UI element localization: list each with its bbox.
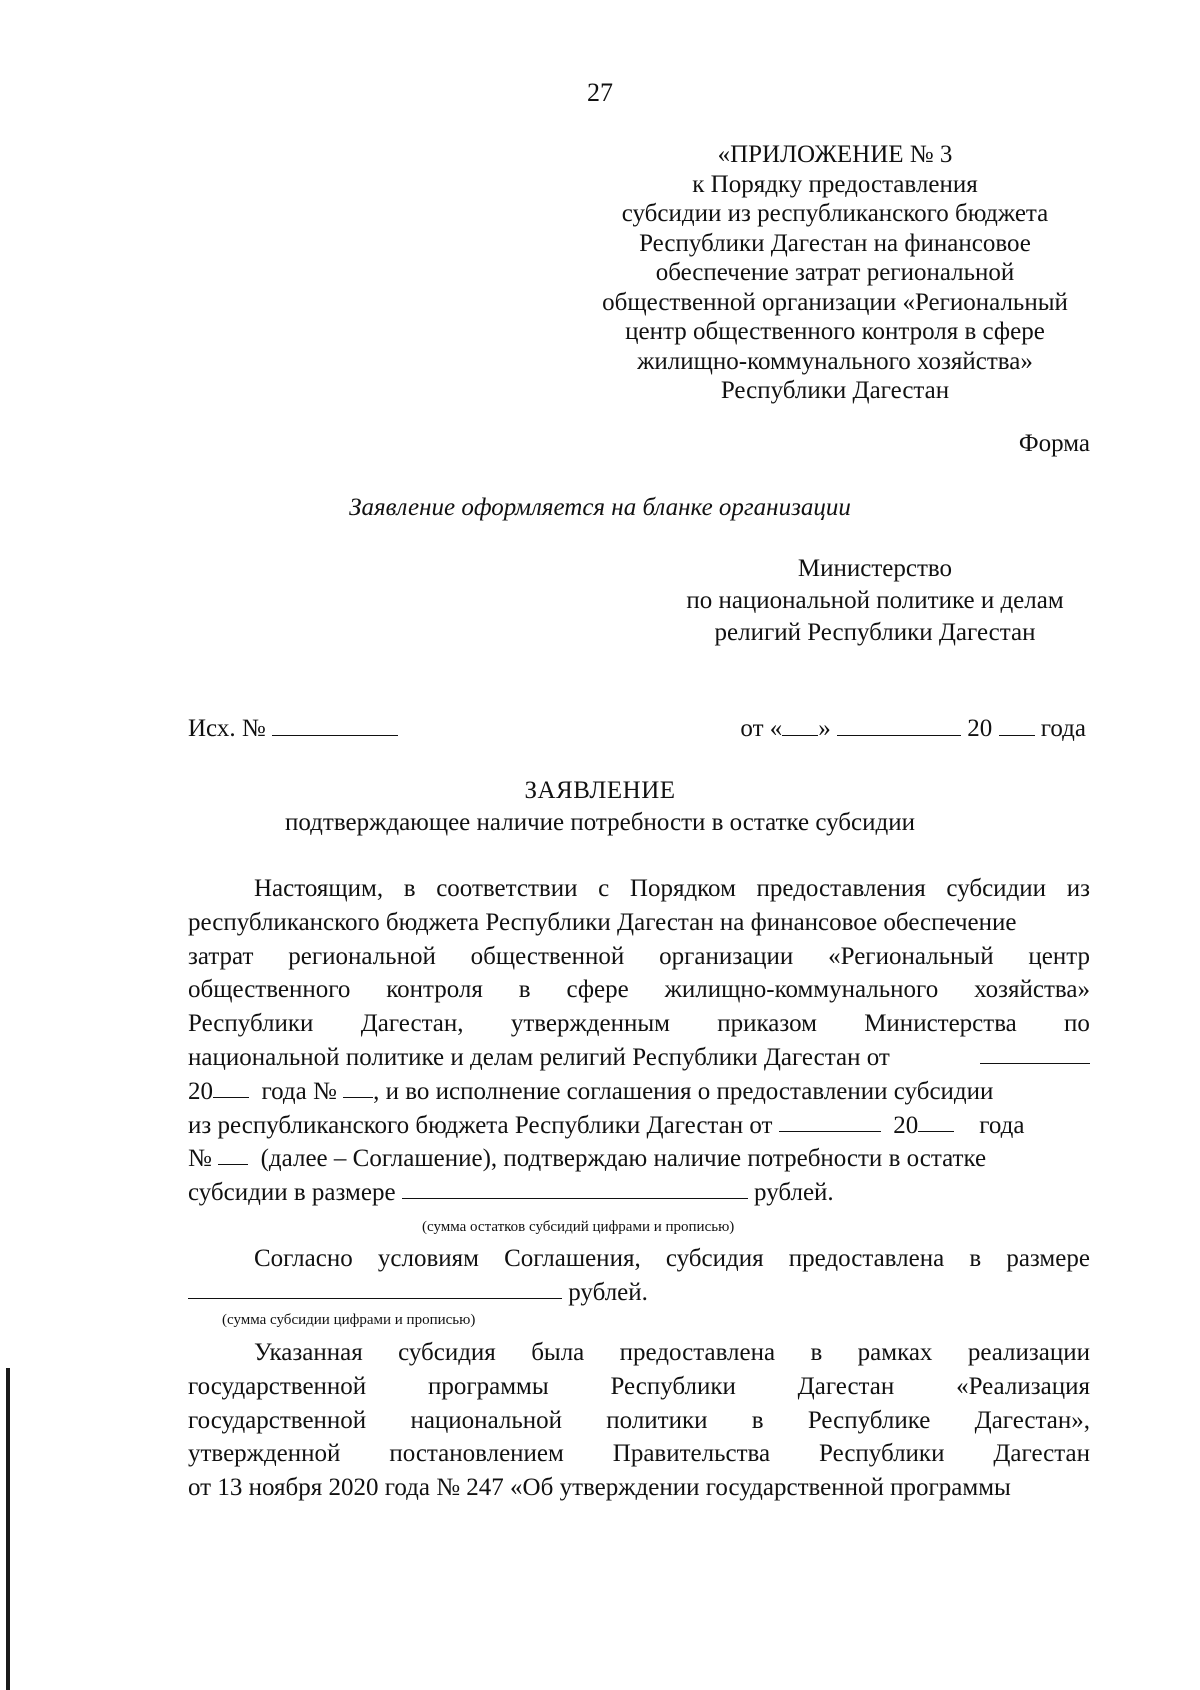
page-number: 27 — [587, 78, 613, 107]
paragraph-line: Республики Дагестан, утвержденным приказом Министерства по — [188, 1010, 1090, 1038]
appendix-line: центр общественного контроля в сфере — [625, 318, 1045, 345]
outgoing-number-blank — [272, 713, 398, 736]
order-date-blank — [980, 1041, 1090, 1064]
paragraph-line: Настоящим, в соответствии с Порядком предоставления субсидии из — [254, 875, 1090, 902]
remaining-subsidy-caption: (сумма остатков субсидий цифрами и прописью) — [422, 1219, 735, 1235]
addressee-line: по национальной политике и делам — [686, 587, 1064, 614]
appendix-line: обеспечение затрат региональной — [655, 259, 1015, 286]
outgoing-number-label: Исх. № — [188, 715, 266, 742]
appendix-line: субсидии из республиканского бюджета — [621, 200, 1049, 227]
paragraph-line: национальной политике и делам религий Республики Дагестан от — [188, 1041, 1090, 1075]
agreement-date-blank — [779, 1109, 881, 1132]
paragraph-2 — [188, 1242, 1090, 1310]
appendix-header — [600, 140, 1070, 406]
date-year-prefix: 20 — [967, 715, 993, 742]
date-from-label: от « — [740, 715, 783, 742]
paragraph-line: государственной национальной политики в Республике Дагестан», — [188, 1406, 1090, 1434]
remaining-subsidy-blank — [402, 1176, 748, 1199]
appendix-line: Республики Дагестан на финансовое — [639, 229, 1031, 257]
paragraph-line: из республиканского бюджета Республики Дагестан от 20 года — [188, 1109, 1090, 1143]
subsidy-amount-blank — [188, 1276, 562, 1299]
subsidy-amount-caption: (сумма субсидии цифрами и прописью) — [222, 1312, 476, 1328]
paragraph-line: Указанная субсидия была предоставлена в рамках реализации — [254, 1339, 1090, 1366]
paragraph-line: утвержденной постановлением Правительства Республики Дагестан — [188, 1440, 1090, 1468]
paragraph-line: республиканского бюджета Республики Дагестан на финансовое обеспечение — [188, 908, 1017, 936]
date-month-blank — [837, 713, 961, 736]
date-quote-close: » — [818, 715, 831, 742]
appendix-line: общественной организации «Региональный — [602, 288, 1068, 316]
document-subtitle: подтверждающее наличие потребности в остатке субсидии — [285, 809, 915, 836]
date-year-suffix: года — [1040, 715, 1086, 742]
paragraph-1 — [188, 872, 1090, 1210]
paragraph-line: от 13 ноября 2020 года № 247 «Об утверждении государственной программы — [188, 1474, 1011, 1502]
appendix-line: жилищно-коммунального хозяйства» — [637, 347, 1033, 375]
addressee-block — [650, 553, 1100, 649]
form-label: Форма — [1018, 430, 1090, 457]
agreement-year-blank — [918, 1109, 954, 1132]
paragraph-line: Согласно условиям Соглашения, субсидия предоставлена в размере — [254, 1245, 1090, 1272]
document-title: ЗАЯВЛЕНИЕ — [524, 777, 676, 804]
order-year-blank — [213, 1075, 249, 1098]
paragraph-line: затрат региональной общественной организации «Региональный центр — [188, 942, 1090, 970]
date-day-blank — [782, 713, 818, 736]
appendix-line: Республики Дагестан — [720, 377, 950, 404]
scan-edge-mark — [6, 1368, 10, 1690]
outgoing-number — [188, 713, 398, 744]
paragraph-line: 20 года № , и во исполнение соглашения о предоставлении субсидии — [188, 1075, 1090, 1109]
paragraph-line: субсидии в размере рублей. — [188, 1176, 1090, 1210]
paragraph-line: № (далее – Соглашение), подтверждаю наличие потребности в остатке — [188, 1142, 1090, 1176]
paragraph-line: общественного контроля в сфере жилищно-коммунального хозяйства» — [188, 976, 1090, 1004]
paragraph-3 — [188, 1336, 1090, 1505]
order-number-blank — [343, 1075, 373, 1098]
appendix-line: к Порядку предоставления — [692, 170, 978, 198]
letterhead-note: Заявление оформляется на бланке организации — [349, 494, 851, 521]
addressee-line: Министерство — [797, 555, 953, 582]
paragraph-line: государственной программы Республики Дагестан «Реализация — [188, 1372, 1090, 1400]
date-year-blank — [999, 713, 1035, 736]
appendix-line: «ПРИЛОЖЕНИЕ № 3 — [717, 141, 953, 168]
agreement-number-blank — [218, 1142, 248, 1165]
addressee-line: религий Республики Дагестан — [714, 619, 1036, 646]
date-line — [740, 713, 1086, 744]
paragraph-line: рублей. — [188, 1276, 1090, 1310]
